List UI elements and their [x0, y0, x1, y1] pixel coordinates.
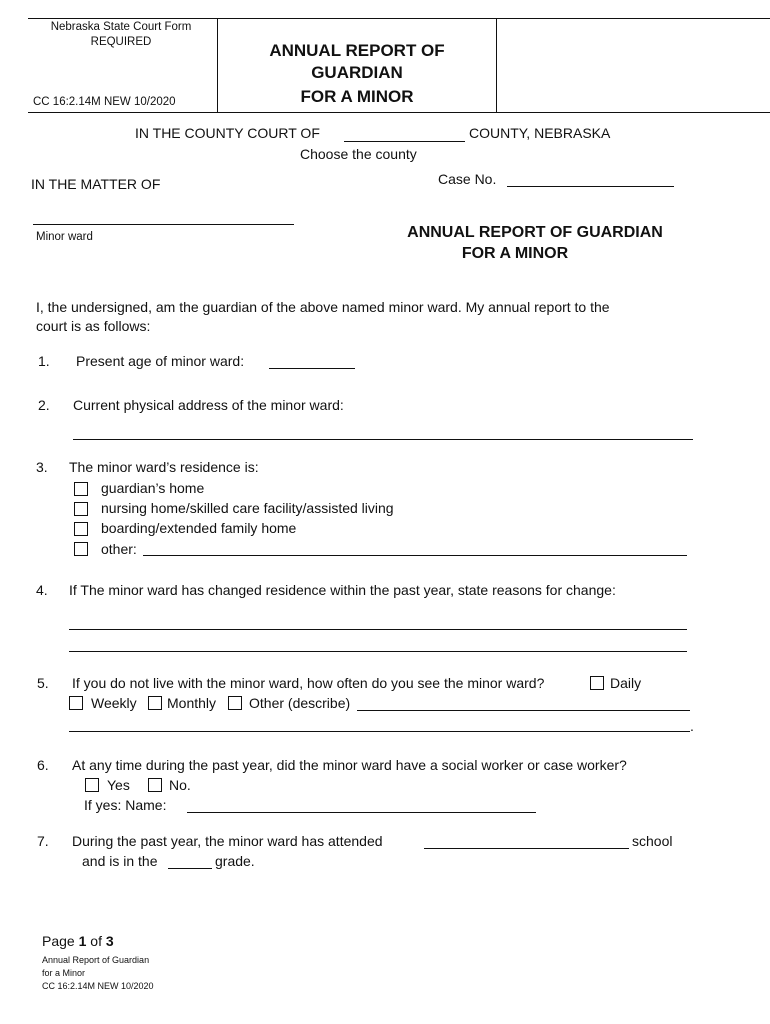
county-field[interactable]	[344, 141, 465, 142]
header-title-line3: FOR A MINOR	[300, 87, 414, 106]
q3-option-nursing-home-label: nursing home/skilled care facility/assisted living	[101, 500, 394, 516]
q7-grade-suffix: grade.	[215, 853, 255, 869]
q6-no-checkbox[interactable]	[148, 778, 162, 792]
q5-number: 5.	[37, 675, 49, 691]
q1-age-field[interactable]	[269, 368, 355, 369]
county-hint: Choose the county	[300, 146, 417, 162]
q6-yes-label: Yes	[107, 777, 130, 793]
q6-text: At any time during the past year, did the minor ward have a social worker or case worker?	[72, 757, 627, 773]
q4-reason-field-2[interactable]	[69, 651, 687, 652]
q5-period: .	[690, 718, 694, 734]
form-source-line1: Nebraska State Court Form	[50, 21, 192, 33]
q5-weekly-checkbox[interactable]	[69, 696, 83, 710]
footer-line1: Annual Report of Guardian	[42, 955, 150, 965]
header-divider-right	[496, 18, 497, 112]
q6-name-field[interactable]	[187, 812, 536, 813]
q3-option-boarding-checkbox[interactable]	[74, 522, 88, 536]
q6-yes-checkbox[interactable]	[85, 778, 99, 792]
page-of: of	[90, 933, 102, 949]
q5-other-label: Other (describe)	[249, 695, 351, 711]
q5-daily-checkbox[interactable]	[590, 676, 604, 690]
q5-weekly-label: Weekly	[91, 695, 137, 711]
intro-line2: court is as follows:	[36, 318, 151, 334]
q3-option-boarding-label: boarding/extended family home	[101, 520, 297, 536]
page-current: 1	[78, 933, 87, 949]
q3-number: 3.	[36, 459, 48, 475]
page-label: Page	[42, 933, 75, 949]
q7-grade-field[interactable]	[168, 868, 212, 869]
q2-text: Current physical address of the minor ward:	[73, 397, 344, 413]
page-indicator	[42, 933, 114, 949]
header-top-rule	[28, 18, 770, 19]
q2-number: 2.	[38, 397, 50, 413]
q6-number: 6.	[37, 757, 49, 773]
q1-number: 1.	[38, 353, 50, 369]
minor-ward-name-field[interactable]	[33, 224, 294, 225]
q5-other-field-2[interactable]	[69, 731, 690, 732]
matter-label: IN THE MATTER OF	[31, 176, 161, 192]
q3-text: The minor ward’s residence is:	[69, 459, 259, 475]
header-title-line2: GUARDIAN	[311, 63, 403, 82]
court-prefix: IN THE COUNTY COURT OF	[135, 125, 320, 141]
q3-option-nursing-home-checkbox[interactable]	[74, 502, 88, 516]
q5-other-field-1[interactable]	[357, 710, 690, 711]
q5-monthly-label: Monthly	[167, 695, 217, 711]
q7-number: 7.	[37, 833, 49, 849]
q6-if-yes-label: If yes: Name:	[84, 797, 167, 813]
q6-no-label: No.	[169, 777, 191, 793]
caption-title-line2: FOR A MINOR	[461, 245, 569, 262]
court-suffix: COUNTY, NEBRASKA	[469, 125, 611, 141]
form-code: CC 16:2.14M NEW 10/2020	[33, 96, 176, 108]
q5-monthly-checkbox[interactable]	[148, 696, 162, 710]
q7-school-label: school	[632, 833, 673, 849]
q3-option-guardians-home-label: guardian’s home	[101, 480, 205, 496]
case-no-label: Case No.	[438, 171, 497, 187]
q4-number: 4.	[36, 582, 48, 598]
q4-text: If The minor ward has changed residence within the past year, state reasons for change:	[69, 582, 616, 598]
header-bottom-rule	[28, 112, 770, 113]
q3-option-guardians-home-checkbox[interactable]	[74, 482, 88, 496]
case-no-field[interactable]	[507, 186, 674, 187]
q3-option-other-checkbox[interactable]	[74, 542, 88, 556]
q5-other-checkbox[interactable]	[228, 696, 242, 710]
footer-line3: CC 16:2.14M NEW 10/2020	[42, 981, 154, 991]
q4-reason-field-1[interactable]	[69, 629, 687, 630]
q2-address-field[interactable]	[73, 439, 693, 440]
q7-grade-prefix: and is in the	[82, 853, 158, 869]
q7-text: During the past year, the minor ward has attended	[72, 833, 383, 849]
form-source-line2: REQUIRED	[90, 36, 152, 48]
page-total: 3	[105, 933, 114, 949]
q5-text: If you do not live with the minor ward, how often do you see the minor ward?	[72, 675, 545, 691]
intro-line1: I, the undersigned, am the guardian of the above named minor ward. My annual report to the	[36, 299, 610, 315]
header-title-line1: ANNUAL REPORT OF	[269, 41, 445, 60]
q3-option-other-label: other:	[101, 541, 137, 557]
minor-ward-label: Minor ward	[36, 231, 93, 243]
q1-text: Present age of minor ward:	[76, 353, 245, 369]
q5-daily-label: Daily	[610, 675, 642, 691]
caption-title-line1: ANNUAL REPORT OF GUARDIAN	[407, 224, 663, 241]
q3-other-field[interactable]	[143, 555, 687, 556]
footer-line2: for a Minor	[42, 968, 86, 978]
q7-school-field[interactable]	[424, 848, 629, 849]
